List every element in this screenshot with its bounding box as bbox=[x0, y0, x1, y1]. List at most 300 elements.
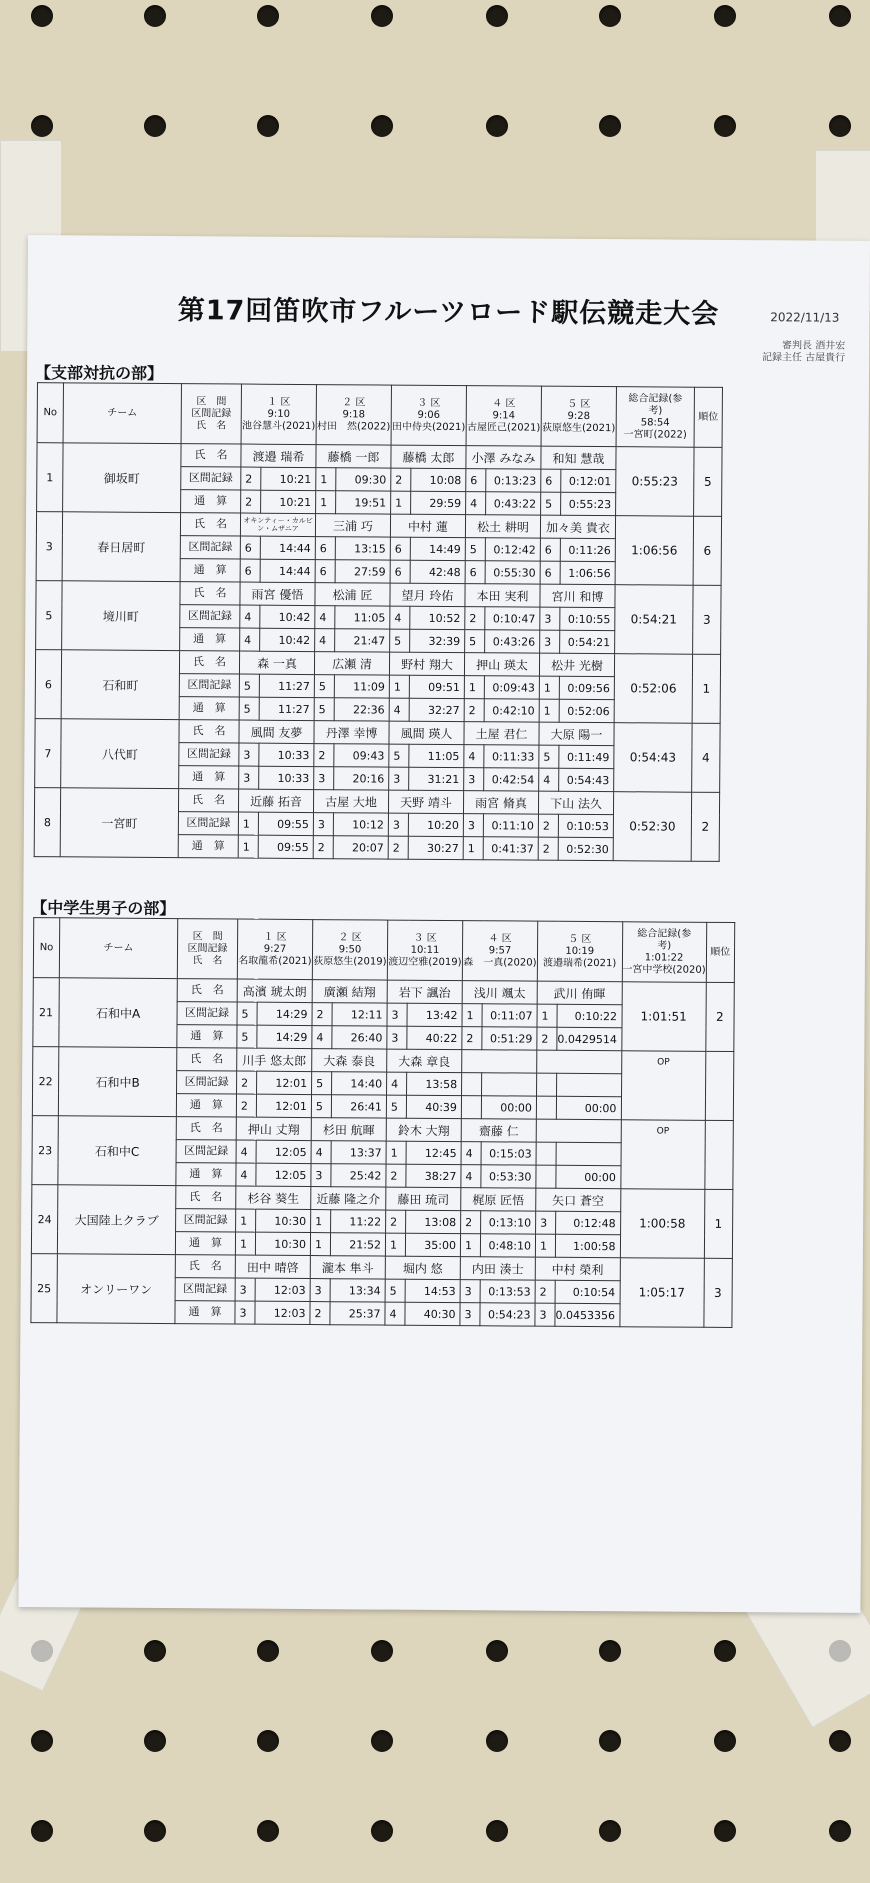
cumulative-rank: 2 bbox=[538, 837, 558, 860]
split-rank: 1 bbox=[386, 1141, 406, 1164]
split-time: 13:42 bbox=[407, 1003, 462, 1026]
cumulative-time: 14:44 bbox=[260, 559, 315, 582]
col-label-line: 区間記録 bbox=[191, 407, 232, 419]
official-recorder: 記録主任 古屋貴行 bbox=[761, 352, 846, 364]
split-time: 0:13:10 bbox=[481, 1211, 536, 1234]
split-rank: 3 bbox=[313, 813, 333, 836]
row-label-name: 氏 名 bbox=[177, 979, 237, 1002]
cumulative-time: 1:06:56 bbox=[560, 561, 615, 584]
split-rank: 3 bbox=[310, 1279, 330, 1302]
cumulative-time: 0:54:23 bbox=[480, 1303, 535, 1326]
runner-name: 松浦 匠 bbox=[315, 583, 390, 607]
leg-record: 9:14 bbox=[492, 409, 516, 421]
split-rank: 2 bbox=[461, 1211, 481, 1234]
cumulative-rank: 3 bbox=[314, 767, 334, 790]
peg-hole bbox=[486, 5, 508, 27]
team-row-names bbox=[31, 1254, 732, 1282]
split-rank: 3 bbox=[540, 607, 560, 630]
section-title-junior: 【中学生男子の部】 bbox=[31, 898, 176, 919]
cumulative-time: 21:47 bbox=[335, 629, 390, 652]
peg-hole bbox=[599, 1730, 621, 1752]
cumulative-time: 10:33 bbox=[259, 766, 314, 789]
split-time: 14:44 bbox=[260, 536, 315, 559]
split-rank: 1 bbox=[236, 1209, 256, 1232]
split-rank: 4 bbox=[315, 606, 335, 629]
cumulative-rank: 3 bbox=[464, 768, 484, 791]
peg-hole bbox=[829, 115, 851, 137]
split-time: 10:08 bbox=[411, 468, 466, 491]
split-rank: 1 bbox=[539, 676, 559, 699]
col-label-line: 区 間 bbox=[192, 930, 223, 942]
total-time: 1:00:58 bbox=[620, 1189, 705, 1259]
leg-header bbox=[387, 920, 462, 981]
cumulative-rank: 1 bbox=[463, 837, 483, 860]
peg-hole bbox=[714, 1820, 736, 1842]
leg-header bbox=[391, 385, 466, 446]
runner-name: 雨宮 脩真 bbox=[463, 791, 538, 815]
row-label-name: 氏 名 bbox=[177, 1048, 237, 1071]
split-time: 0:10:47 bbox=[485, 607, 540, 630]
split-rank: 6 bbox=[540, 538, 560, 561]
split-rank: 3 bbox=[460, 1280, 480, 1303]
peg-hole bbox=[486, 1640, 508, 1662]
leg-name: ２ 区 bbox=[342, 396, 366, 408]
peg-hole bbox=[257, 115, 279, 137]
runner-name bbox=[536, 1119, 621, 1143]
cumulative-time: 0:54:21 bbox=[560, 630, 615, 653]
peg-hole bbox=[371, 1640, 393, 1662]
runner-name: 藤橋 一郎 bbox=[316, 445, 391, 469]
col-label-line: 氏 名 bbox=[196, 419, 227, 431]
team-row-names bbox=[33, 978, 734, 1006]
col-rank-header: 順位 bbox=[706, 922, 734, 982]
runner-name: 丹澤 幸博 bbox=[314, 721, 389, 745]
peg-hole bbox=[144, 1730, 166, 1752]
team-no: 23 bbox=[32, 1116, 58, 1185]
col-total-line: 考) bbox=[648, 404, 663, 416]
cumulative-time: 12:01 bbox=[256, 1094, 311, 1117]
split-time bbox=[556, 1142, 621, 1165]
cumulative-rank: 1 bbox=[238, 835, 258, 858]
runner-name: 雨宮 優悟 bbox=[240, 582, 315, 606]
runner-name: 梶原 匠悟 bbox=[461, 1188, 536, 1212]
peg-hole bbox=[31, 1820, 53, 1842]
split-time: 14:29 bbox=[257, 1002, 312, 1025]
col-no-header: No bbox=[33, 918, 59, 978]
cumulative-time: 27:59 bbox=[335, 560, 390, 583]
split-rank: 6 bbox=[390, 537, 410, 560]
col-label-header bbox=[181, 384, 241, 444]
split-time: 11:09 bbox=[334, 675, 389, 698]
cumulative-rank: 4 bbox=[312, 1026, 332, 1049]
runner-name: 古屋 大地 bbox=[313, 790, 388, 814]
cumulative-rank: 1 bbox=[385, 1233, 405, 1256]
final-rank: 2 bbox=[691, 792, 719, 861]
peg-hole bbox=[599, 1820, 621, 1842]
team-no: 3 bbox=[36, 512, 62, 581]
cumulative-rank: 6 bbox=[390, 560, 410, 583]
team-name: 石和町 bbox=[61, 650, 179, 720]
peg-hole bbox=[31, 1730, 53, 1752]
row-label-cumulative: 通 算 bbox=[175, 1232, 235, 1255]
team-name: 八代町 bbox=[61, 719, 179, 789]
leg-record: 9:28 bbox=[567, 410, 591, 422]
split-time: 13:15 bbox=[335, 537, 390, 560]
leg-record-holder: 名取龍希(2021) bbox=[238, 955, 312, 967]
col-label-header bbox=[177, 919, 237, 979]
cumulative-rank: 2 bbox=[386, 1164, 406, 1187]
peg-hole bbox=[599, 1640, 621, 1662]
team-no: 5 bbox=[36, 581, 62, 650]
row-label-cumulative: 通 算 bbox=[181, 490, 241, 513]
team-name: 境川町 bbox=[62, 581, 180, 651]
runner-name: 杉田 航暉 bbox=[311, 1118, 386, 1142]
cumulative-rank: 1 bbox=[535, 1234, 555, 1257]
col-total-header bbox=[616, 387, 694, 448]
split-time: 0:11:07 bbox=[482, 1004, 537, 1027]
split-rank: 3 bbox=[387, 1003, 407, 1026]
split-rank: 1 bbox=[464, 676, 484, 699]
row-label-cumulative: 通 算 bbox=[176, 1163, 236, 1186]
split-rank: 2 bbox=[535, 1280, 555, 1303]
peg-hole bbox=[31, 115, 53, 137]
col-total-line: 一宮町(2022) bbox=[623, 428, 687, 441]
team-row-names bbox=[36, 512, 721, 540]
cumulative-time: 00:00 bbox=[556, 1165, 621, 1188]
team-no: 7 bbox=[35, 719, 61, 788]
split-time: 0:10:54 bbox=[555, 1280, 620, 1303]
row-label-name: 氏 名 bbox=[176, 1186, 236, 1209]
leg-name: ４ 区 bbox=[488, 932, 512, 944]
split-time: 10:33 bbox=[259, 743, 314, 766]
split-time: 0:11:26 bbox=[560, 538, 615, 561]
final-rank: 3 bbox=[693, 585, 721, 654]
leg-header bbox=[312, 920, 387, 981]
cumulative-time: 12:03 bbox=[255, 1301, 310, 1324]
cumulative-rank: 4 bbox=[389, 698, 409, 721]
final-rank bbox=[705, 1120, 733, 1189]
col-total-line: 58:54 bbox=[640, 416, 670, 429]
cumulative-time: 26:40 bbox=[332, 1026, 387, 1049]
cumulative-rank: 5 bbox=[465, 630, 485, 653]
cumulative-time: 40:39 bbox=[406, 1095, 461, 1118]
runner-name: 高濱 琥太朗 bbox=[237, 979, 312, 1003]
cumulative-rank: 5 bbox=[390, 629, 410, 652]
peg-hole bbox=[714, 1730, 736, 1752]
cumulative-time: 0:48:10 bbox=[480, 1234, 535, 1257]
leg-header bbox=[316, 385, 391, 446]
page-title: 第17回笛吹市フルーツロード駅伝競走大会 bbox=[177, 295, 720, 330]
col-team-header: チーム bbox=[59, 918, 177, 979]
split-time: 0:13:53 bbox=[480, 1280, 535, 1303]
team-name: 大国陸上クラブ bbox=[57, 1185, 175, 1255]
split-rank: 5 bbox=[539, 745, 559, 768]
split-time: 14:40 bbox=[332, 1072, 387, 1095]
split-time: 10:42 bbox=[260, 605, 315, 628]
split-rank: 1 bbox=[238, 812, 258, 835]
split-rank: 5 bbox=[385, 1279, 405, 1302]
leg-record: 9:10 bbox=[267, 408, 291, 420]
runner-name: 松土 耕明 bbox=[465, 515, 540, 539]
col-total-line: 考) bbox=[657, 939, 672, 952]
split-time: 0:10:55 bbox=[560, 607, 615, 630]
runner-name: 瀧本 隼斗 bbox=[310, 1256, 385, 1280]
runner-name: 岩下 諷治 bbox=[387, 980, 462, 1004]
split-rank bbox=[537, 1073, 557, 1096]
runner-name: 藤田 琉司 bbox=[386, 1187, 461, 1211]
split-time: 10:20 bbox=[408, 813, 463, 836]
split-time: 13:34 bbox=[330, 1279, 385, 1302]
leg-name: ２ 区 bbox=[338, 931, 362, 943]
row-label-cumulative: 通 算 bbox=[178, 835, 238, 858]
cumulative-rank: 2 bbox=[537, 1027, 557, 1050]
split-rank: 4 bbox=[236, 1140, 256, 1163]
peg-hole bbox=[31, 5, 53, 27]
row-label-name: 氏 名 bbox=[180, 582, 240, 605]
final-rank: 6 bbox=[693, 516, 721, 585]
peg-hole bbox=[257, 1730, 279, 1752]
cumulative-rank: 5 bbox=[386, 1095, 406, 1118]
peg-hole bbox=[714, 5, 736, 27]
split-time: 14:49 bbox=[410, 537, 465, 560]
leg-name: ３ 区 bbox=[413, 932, 437, 944]
team-no: 21 bbox=[33, 978, 59, 1047]
split-time: 09:30 bbox=[336, 468, 391, 491]
team-name: 春日居町 bbox=[62, 512, 180, 582]
cumulative-time: 40:30 bbox=[405, 1302, 460, 1325]
split-time: 10:21 bbox=[261, 467, 316, 490]
split-time: 11:05 bbox=[409, 744, 464, 767]
row-label-name: 氏 名 bbox=[181, 444, 241, 467]
split-rank: 5 bbox=[465, 538, 485, 561]
cumulative-time: 0.0429514 bbox=[557, 1027, 622, 1050]
team-name: 石和中C bbox=[58, 1116, 176, 1186]
cumulative-time: 25:37 bbox=[330, 1302, 385, 1325]
split-time: 0:10:22 bbox=[557, 1004, 622, 1027]
col-total-line: 総合記録(参 bbox=[637, 927, 692, 940]
runner-name: 本田 実利 bbox=[465, 584, 540, 608]
op-label: OP bbox=[620, 1120, 705, 1190]
cumulative-time: 0:55:30 bbox=[485, 561, 540, 584]
runner-name: 松井 光樹 bbox=[539, 653, 614, 677]
total-time: 0:54:21 bbox=[615, 585, 693, 655]
col-no-header: No bbox=[37, 383, 63, 443]
cumulative-time: 26:41 bbox=[331, 1095, 386, 1118]
split-rank: 3 bbox=[388, 813, 408, 836]
cumulative-rank: 1 bbox=[539, 699, 559, 722]
peg-hole bbox=[486, 115, 508, 137]
runner-name: 三浦 巧 bbox=[315, 514, 390, 538]
runner-name bbox=[462, 1050, 537, 1074]
row-label-name: 氏 名 bbox=[179, 651, 239, 674]
split-rank: 2 bbox=[538, 814, 558, 837]
total-time: 0:54:43 bbox=[614, 723, 692, 793]
cumulative-rank: 5 bbox=[239, 697, 259, 720]
split-rank: 3 bbox=[536, 1211, 556, 1234]
op-label: OP bbox=[621, 1051, 706, 1121]
row-label-split: 区間記録 bbox=[181, 467, 241, 490]
peg-hole bbox=[144, 1820, 166, 1842]
runner-name: 土屋 君仁 bbox=[464, 722, 539, 746]
split-time bbox=[557, 1073, 622, 1096]
leg-record: 9:57 bbox=[488, 944, 512, 956]
cumulative-time: 19:51 bbox=[336, 491, 391, 514]
peg-hole bbox=[144, 5, 166, 27]
date: 2022/11/13 bbox=[770, 310, 840, 325]
cumulative-time: 0:53:30 bbox=[481, 1165, 536, 1188]
team-no: 22 bbox=[32, 1047, 58, 1116]
cumulative-time: 38:27 bbox=[406, 1164, 461, 1187]
team-row-names bbox=[32, 1185, 733, 1213]
split-time bbox=[482, 1073, 537, 1096]
cumulative-rank: 6 bbox=[240, 559, 260, 582]
runner-name: 内田 湊士 bbox=[460, 1257, 535, 1281]
row-label-split: 区間記録 bbox=[180, 536, 240, 559]
cumulative-time: 31:21 bbox=[409, 767, 464, 790]
cumulative-rank: 2 bbox=[310, 1302, 330, 1325]
cumulative-rank: 3 bbox=[239, 766, 259, 789]
cumulative-time: 1:00:58 bbox=[555, 1234, 620, 1257]
runner-name: 中村 蓮 bbox=[390, 514, 465, 538]
total-time: 1:01:51 bbox=[621, 982, 706, 1052]
row-label-split: 区間記録 bbox=[178, 812, 238, 835]
cumulative-rank bbox=[536, 1096, 556, 1119]
cumulative-time: 09:55 bbox=[258, 835, 313, 858]
leg-record: 9:06 bbox=[417, 409, 441, 421]
runner-name: 堀内 悠 bbox=[385, 1256, 460, 1280]
row-label-cumulative: 通 算 bbox=[175, 1301, 235, 1324]
split-rank: 4 bbox=[390, 606, 410, 629]
team-row-names bbox=[36, 581, 721, 609]
split-time: 0:11:10 bbox=[483, 814, 538, 837]
row-label-split: 区間記録 bbox=[176, 1140, 236, 1163]
split-rank: 1 bbox=[311, 1210, 331, 1233]
split-rank: 1 bbox=[389, 675, 409, 698]
row-label-split: 区間記録 bbox=[176, 1209, 236, 1232]
cumulative-rank: 1 bbox=[316, 491, 336, 514]
peg-hole bbox=[371, 5, 393, 27]
runner-name: 押山 丈翔 bbox=[236, 1117, 311, 1141]
runner-name: 藤橋 太郎 bbox=[391, 445, 466, 469]
cumulative-time: 10:21 bbox=[261, 490, 316, 513]
split-time: 09:43 bbox=[334, 744, 389, 767]
cumulative-rank: 6 bbox=[315, 560, 335, 583]
cumulative-time: 0:52:06 bbox=[559, 699, 614, 722]
split-rank: 1 bbox=[462, 1004, 482, 1027]
runner-name: 中村 榮利 bbox=[535, 1257, 620, 1281]
split-rank: 3 bbox=[463, 814, 483, 837]
header-row bbox=[37, 383, 722, 448]
row-label-split: 区間記録 bbox=[179, 743, 239, 766]
cumulative-time: 10:42 bbox=[260, 628, 315, 651]
cumulative-rank: 4 bbox=[461, 1165, 481, 1188]
team-no: 1 bbox=[37, 443, 63, 512]
leg-header bbox=[541, 386, 616, 447]
row-label-cumulative: 通 算 bbox=[179, 697, 239, 720]
cumulative-rank: 2 bbox=[241, 490, 261, 513]
team-row-names bbox=[34, 788, 719, 816]
leg-header bbox=[466, 386, 541, 447]
leg-record: 9:18 bbox=[342, 408, 366, 420]
split-rank: 4 bbox=[464, 745, 484, 768]
results-sheet bbox=[18, 235, 870, 1613]
leg-record: 9:27 bbox=[263, 943, 287, 955]
runner-name: 武川 侑暉 bbox=[537, 981, 622, 1005]
junior-results-table bbox=[30, 917, 735, 1328]
leg-header bbox=[462, 921, 537, 982]
cumulative-rank: 3 bbox=[387, 1026, 407, 1049]
leg-record-holder: 古屋匠己(2021) bbox=[467, 421, 541, 434]
runner-name: 加々美 貴衣 bbox=[540, 515, 615, 539]
split-rank: 6 bbox=[240, 536, 260, 559]
runner-name: 鈴木 大翔 bbox=[386, 1118, 461, 1142]
runner-name: 田中 晴啓 bbox=[235, 1255, 310, 1279]
cumulative-rank bbox=[461, 1096, 481, 1119]
cumulative-rank: 3 bbox=[389, 767, 409, 790]
split-time: 10:12 bbox=[333, 813, 388, 836]
split-rank: 3 bbox=[235, 1278, 255, 1301]
cumulative-time: 0:42:54 bbox=[484, 768, 539, 791]
cumulative-rank: 4 bbox=[466, 492, 486, 515]
peg-hole bbox=[257, 1820, 279, 1842]
split-rank: 5 bbox=[237, 1002, 257, 1025]
peg-hole bbox=[829, 1730, 851, 1752]
team-row-names bbox=[37, 443, 722, 471]
row-label-cumulative: 通 算 bbox=[176, 1094, 236, 1117]
final-rank: 3 bbox=[704, 1258, 732, 1327]
peg-hole bbox=[829, 1820, 851, 1842]
split-rank: 2 bbox=[386, 1210, 406, 1233]
leg-record-holder: 田中侍央(2021) bbox=[392, 421, 466, 433]
runner-name: 宮川 和博 bbox=[540, 584, 615, 608]
row-label-split: 区間記録 bbox=[175, 1278, 235, 1301]
cumulative-time: 0.0453356 bbox=[555, 1303, 620, 1326]
split-time: 0:10:53 bbox=[558, 814, 613, 837]
team-row-names bbox=[35, 650, 720, 678]
row-label-name: 氏 名 bbox=[179, 720, 239, 743]
leg-record-holder: 森 一真(2020) bbox=[463, 956, 537, 969]
team-no: 8 bbox=[34, 788, 60, 857]
split-rank: 3 bbox=[239, 743, 259, 766]
leg-record-holder: 荻原悠生(2021) bbox=[541, 422, 616, 434]
total-time: 0:55:23 bbox=[616, 447, 694, 517]
split-time: 0:11:33 bbox=[484, 745, 539, 768]
row-label-split: 区間記録 bbox=[179, 674, 239, 697]
split-rank bbox=[536, 1142, 556, 1165]
row-label-cumulative: 通 算 bbox=[177, 1025, 237, 1048]
cumulative-time: 35:00 bbox=[405, 1233, 460, 1256]
split-rank: 2 bbox=[241, 467, 261, 490]
split-time: 0:09:43 bbox=[484, 676, 539, 699]
split-rank: 5 bbox=[312, 1072, 332, 1095]
split-rank: 4 bbox=[240, 605, 260, 628]
cumulative-time: 0:43:26 bbox=[485, 630, 540, 653]
split-rank: 2 bbox=[391, 468, 411, 491]
runner-name: 天野 靖斗 bbox=[388, 790, 463, 814]
peg-hole bbox=[371, 115, 393, 137]
runner-name: 大森 泰良 bbox=[312, 1049, 387, 1073]
runner-name: 大原 陽一 bbox=[539, 722, 614, 746]
team-row-names bbox=[32, 1116, 733, 1144]
runner-name: 望月 玲佑 bbox=[390, 583, 465, 607]
final-rank: 1 bbox=[704, 1189, 732, 1258]
cumulative-time: 0:54:43 bbox=[559, 768, 614, 791]
runner-name: 広瀬 清 bbox=[314, 652, 389, 676]
row-label-name: 氏 名 bbox=[178, 789, 238, 812]
leg-header bbox=[241, 384, 316, 445]
split-rank: 2 bbox=[314, 744, 334, 767]
leg-name: ４ 区 bbox=[492, 397, 516, 409]
